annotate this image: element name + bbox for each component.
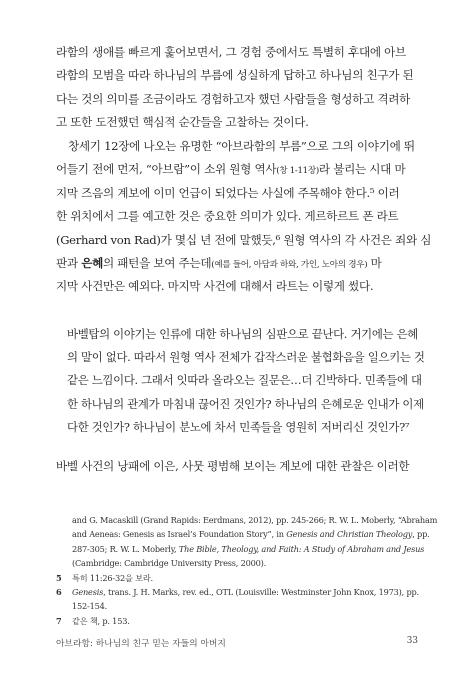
footnote-continuation: and Aeneas: Genesis as Israel’s Foundation Story”, in Genesis and Christian Theology, pp. (72, 529, 430, 540)
footnote-5: 5 특히 11:26-32을 보라. (56, 571, 426, 585)
text-line: 지막 즈음의 계보에 이미 언급이 되었다는 사실에 주목해야 한다.⁵ 이러 (56, 185, 400, 200)
footnote-continuation: (Cambridge: Cambridge University Press, 2000). (72, 558, 267, 569)
footnote-continuation: and G. Macaskill (Grand Rapids: Eerdmans, 2012), pp. 245-266; R. W. L. Moberly, “Abraham (72, 515, 438, 525)
footnote-6: 6 Genesis, trans. J. H. Marks, rev. ed., OTL (Louisville: Westminster John Knox, 1973), pp. (56, 585, 426, 599)
paragraph-3 (56, 455, 418, 478)
footnote-number: 6 (56, 586, 62, 597)
footnotes (56, 513, 438, 628)
quote-line: 의 말이 없다. 따라서 원형 역사 전체가 갑작스러운 불협화음을 일으키는 것 (67, 350, 425, 365)
quote-line: 같은 느낌이다. 그래서 잇따라 올라오는 질문은…더 긴박하다. 민족들에 대 (67, 373, 422, 388)
paragraph-1 (56, 41, 418, 135)
emphasis-grace: 은혜 (81, 255, 103, 270)
quote-line: 다한 것인가? 하나님이 분노에 차서 민족들을 영원히 저버리신 것인가?⁷ (67, 419, 410, 434)
footnote-number: 7 (56, 615, 62, 626)
text-line: 다는 것의 의미를 조금이라도 경험하고자 했던 사람들을 형성하고 격려하 (56, 91, 411, 106)
scripture-reference: (창 1-11장) (276, 166, 319, 177)
footnote-7: 7 같은 책, p. 153. (56, 614, 426, 628)
text-line: 라함의 생애를 빠르게 훑어보면서, 그 경험 중에서도 특별히 후대에 아브 (56, 45, 406, 59)
text-line: 고 또한 도전했던 핵심적 순간들을 고찰하는 것이다. (56, 115, 309, 130)
text-line: 바벨 사건의 낭패에 이은, 사뭇 평범해 보이는 계보에 대한 관찰은 이러한 (56, 459, 410, 473)
text-segment: 판과 (56, 255, 82, 270)
footnote-number: 5 (56, 572, 62, 583)
text-line: (Gerhard von Rad)가 몇십 년 전에 말했듯,⁶ 원형 역사의 각 사건은 죄와 심 (56, 232, 432, 247)
text-segment: 라 불리는 시대 마 (318, 162, 406, 177)
text-line: 한 위치에서 그를 예고한 것은 중요한 의미가 있다. 게르하르트 폰 라트 (56, 209, 399, 224)
text-line: 지막 사건만은 예외다. 마지막 사건에 대해서 라트는 이렇게 썼다. (56, 279, 374, 294)
quote-line: 한 하나님의 관계가 마침내 끊어진 것인가? 하나님의 은혜로운 인내가 이제 (67, 396, 424, 411)
footnote-continuation: 287-305; R. W. L. Moberly, The Bible, Theology, and Faith: A Study of Abraham and Jesus (72, 543, 425, 554)
parenthetical-examples: (예를 들어, 아담과 하와, 가인, 노아의 경우) (211, 259, 368, 270)
text-line (56, 252, 418, 275)
text-segment: 마 (367, 255, 382, 270)
text-line: 창세기 12장에 나오는 유명한 “아브라함의 부름”으로 그의 이야기에 뛰 (68, 139, 415, 153)
quote-line: 바벨탑의 이야기는 인류에 대한 하나님의 심판으로 끝난다. 거기에는 은혜 (67, 327, 418, 341)
text-segment: 의 패턴을 보여 주는데 (103, 255, 212, 270)
footnote-6-continuation: 152-154. (72, 601, 108, 612)
text-segment: 어들기 전에 먼저, “아브람”이 소위 원형 역사 (56, 162, 277, 177)
paragraph-2 (56, 135, 432, 299)
book-title: 아브라함: 하나님의 친구 믿는 자들의 아버지 (56, 639, 226, 649)
block-quote (67, 323, 423, 439)
text-line (56, 158, 418, 181)
text-line: 라함의 모범을 따라 하나님의 부름에 성실하게 답하고 하나님의 친구가 된 (56, 68, 414, 83)
page-number: 33 (406, 636, 418, 646)
